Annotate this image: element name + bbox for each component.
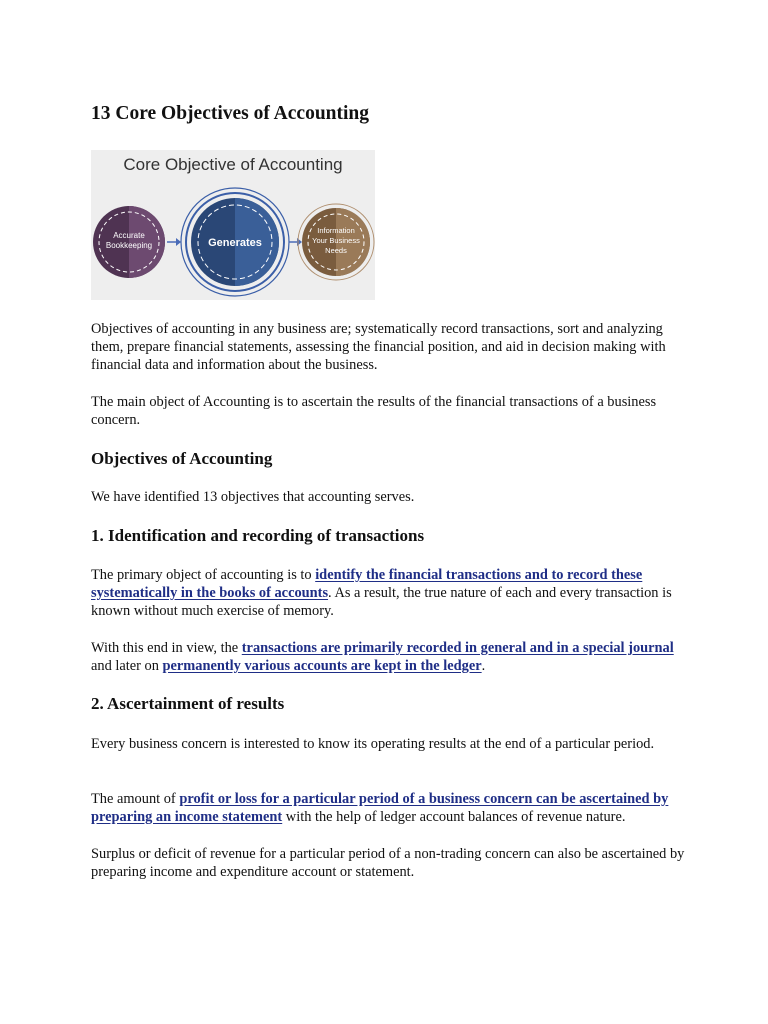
section-2-paragraph-1: Every business concern is interested to know its operating results at the end of a particular period. <box>91 736 655 752</box>
objectives-intro: We have identified 13 objectives that accounting serves. <box>91 489 415 505</box>
page-title: 13 Core Objectives of Accounting <box>91 103 370 124</box>
intro-paragraph-1: Objectives of accounting in any business are; systematically record transactions, sort and analyzing them, prepare financial statements, assessing the financial position, and aid in decision making with financial data and information about the business. <box>91 321 666 373</box>
text-run: The amount of <box>91 791 180 807</box>
section-1-paragraph-2 <box>91 639 691 675</box>
right-label-1: Information <box>317 226 355 235</box>
left-label-1: Accurate <box>113 231 145 240</box>
section-2-paragraph-3: Surplus or deficit of revenue for a particular period of a non-trading concern can also be ascertained by preparing income and expenditure account or statement. <box>91 846 685 880</box>
link-income-statement[interactable]: profit or loss for a particular period of a business concern can be ascertained by preparing an income statement <box>91 791 669 825</box>
arrow-left-head <box>176 238 181 246</box>
right-label-3: Needs <box>325 246 347 255</box>
objectives-heading: Objectives of Accounting <box>91 449 273 468</box>
core-objective-diagram <box>91 150 375 300</box>
text-run: . As a result, the true nature of each and every transaction is known without much exercise of memory. <box>91 585 672 619</box>
link-journal-recording[interactable]: transactions are primarily recorded in general and in a special journal <box>241 640 674 656</box>
link-ledger-accounts[interactable]: permanently various accounts are kept in the ledger <box>162 658 482 674</box>
text-run: . <box>481 658 486 674</box>
section-2-heading: 2. Ascertainment of results <box>91 694 285 713</box>
link-identify-transactions[interactable]: identify the financial transactions and to record these systematically in the books of accounts <box>91 567 643 601</box>
text-run: With this end in view, the <box>91 640 242 656</box>
intro-paragraph-2: The main object of Accounting is to ascertain the results of the financial transactions of a business concern. <box>91 394 657 428</box>
section-1-paragraph-1 <box>91 566 691 620</box>
text-run: and later on <box>91 658 163 674</box>
section-2-paragraph-2 <box>91 790 691 826</box>
diagram-heading: Core Objective of Accounting <box>123 155 343 174</box>
left-label-2: Bookkeeping <box>105 241 153 250</box>
diagram-svg <box>91 150 375 300</box>
right-label-2: Your Business <box>312 236 360 245</box>
center-label: Generates <box>208 237 262 249</box>
section-1-heading: 1. Identification and recording of transactions <box>91 526 425 545</box>
text-run: The primary object of accounting is to <box>91 567 316 583</box>
text-run: with the help of ledger account balances of revenue nature. <box>282 809 626 825</box>
